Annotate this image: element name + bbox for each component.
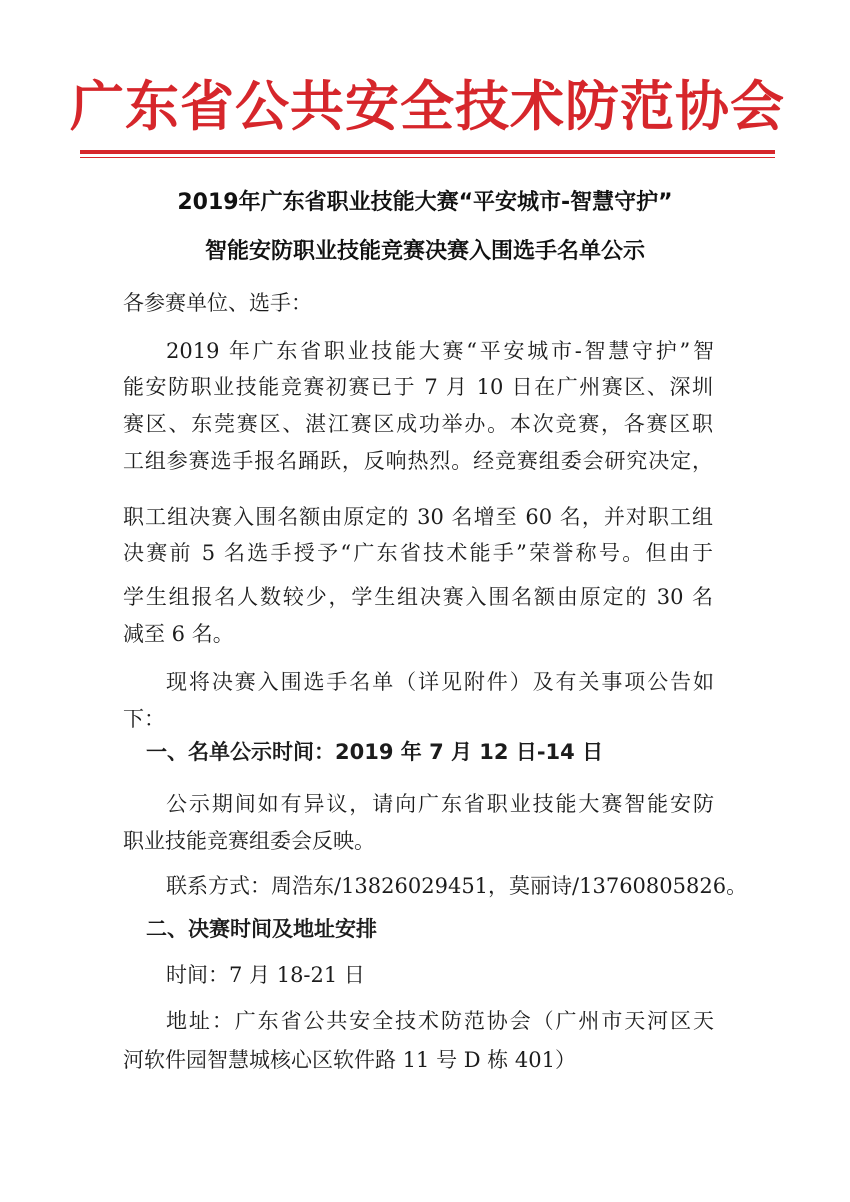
document-title-line1: 2019年广东省职业技能大赛“平安城市-智慧守护” <box>177 190 673 215</box>
time-line: 时间：7 月 18-21 日 <box>166 963 365 987</box>
para1-line: 工组参赛选手报名踊跃，反响热烈。经竞赛组委会研究决定， <box>123 449 713 473</box>
document-title-line2: 智能安防职业技能竞赛决赛入围选手名单公示 <box>204 239 645 264</box>
para1-line: 决赛前 5 名选手授予“广东省技术能手”荣誉称号。但由于 <box>123 541 713 565</box>
section1-para-line: 公示期间如有异议，请向广东省职业技能大赛智能安防 <box>166 792 714 816</box>
address-line: 地址：广东省公共安全技术防范协会（广州市天河区天 <box>166 1009 714 1033</box>
para2-line: 现将决赛入围选手名单（详见附件）及有关事项公告如 <box>166 670 714 694</box>
section1-para-line: 职业技能竞赛组委会反映。 <box>123 829 375 853</box>
para1-line: 赛区、东莞赛区、湛江赛区成功举办。本次竞赛，各赛区职 <box>123 412 713 436</box>
letterhead-org-name: 广东省公共安全技术防范协会 <box>70 74 785 138</box>
section1-heading: 一、名单公示时间：2019 年 7 月 12 日-14 日 <box>146 740 604 764</box>
para1-line: 能安防职业技能竞赛初赛已于 7 月 10 日在广州赛区、深圳 <box>123 375 713 399</box>
para1-line: 2019 年广东省职业技能大赛“平安城市-智慧守护”智 <box>166 339 714 363</box>
para1-line: 学生组报名人数较少，学生组决赛入围名额由原定的 30 名 <box>123 585 713 609</box>
address-line: 河软件园智慧城核心区软件路 11 号 D 栋 401） <box>123 1048 577 1072</box>
contact-line: 联系方式：周浩东/13826029451，莫丽诗/13760805826。 <box>166 874 748 898</box>
para1-line: 职工组决赛入围名额由原定的 30 名增至 60 名，并对职工组 <box>123 505 713 529</box>
section2-heading: 二、决赛时间及地址安排 <box>146 917 377 941</box>
para1-line: 减至 6 名。 <box>123 622 234 646</box>
letterhead-rule-thin <box>80 157 775 158</box>
salutation: 各参赛单位、选手： <box>123 291 312 315</box>
letterhead-rule-thick <box>80 150 775 154</box>
para2-line: 下： <box>123 707 165 731</box>
